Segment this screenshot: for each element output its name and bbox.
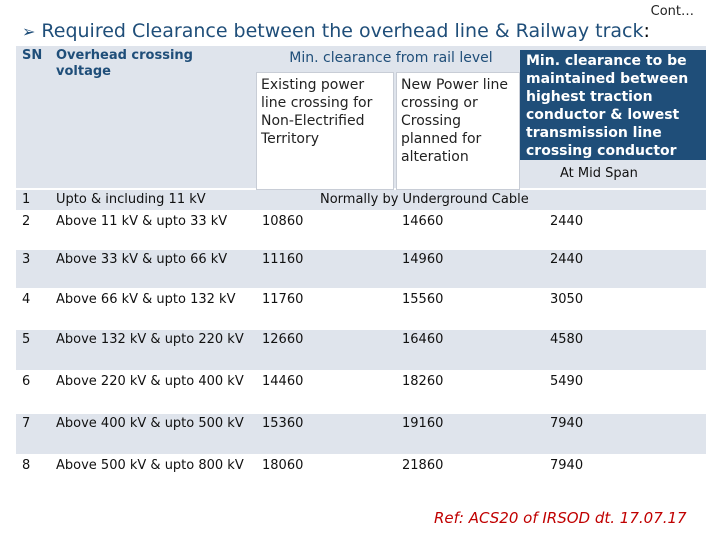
reference-note: Ref: ACS20 of IRSOD dt. 17.07.17: [434, 509, 687, 527]
row-new: 14660: [396, 212, 520, 250]
row-new: 14960: [396, 250, 520, 290]
row-existing: 15360: [256, 414, 396, 456]
table-row: [16, 290, 706, 330]
header-voltage: Overhead crossing voltage: [50, 46, 256, 190]
row-sn: 4: [16, 290, 50, 330]
row-maintained: 5490: [520, 372, 706, 414]
title-colon: :: [643, 20, 650, 42]
row-voltage: Above 33 kV & upto 66 kV: [50, 250, 256, 290]
continued-label: Cont…: [650, 4, 694, 19]
row-maintained: 2440: [520, 250, 706, 290]
row-existing: 18060: [256, 456, 396, 498]
header-clearance: [256, 46, 706, 190]
header-existing: Existing power line crossing for Non-Electrified Territory: [256, 72, 394, 190]
arrow-bullet-icon: ➢: [22, 22, 36, 41]
row-new: 21860: [396, 456, 520, 498]
row-voltage: Above 11 kV & upto 33 kV: [50, 212, 256, 250]
header-mid-span: At Mid Span: [560, 166, 638, 181]
row-maintained: 3050: [520, 290, 706, 330]
header-maintained: Min. clearance to be maintained between highest traction conductor & lowest transmission line crossing conductor: [520, 50, 706, 160]
table-row: [16, 372, 706, 414]
slide-title: [22, 20, 650, 42]
header-sn: SN: [16, 46, 50, 190]
row-new: 16460: [396, 330, 520, 372]
clearance-table: [16, 46, 706, 498]
row-sn: 3: [16, 250, 50, 290]
row-sn: 7: [16, 414, 50, 456]
row-new: 19160: [396, 414, 520, 456]
row-sn: 8: [16, 456, 50, 498]
row-existing: 12660: [256, 330, 396, 372]
row-voltage: Above 66 kV & upto 132 kV: [50, 290, 256, 330]
table-row: [16, 330, 706, 372]
row-maintained: 4580: [520, 330, 706, 372]
title-text: Required Clearance between the overhead line & Railway track: [41, 20, 644, 42]
row-underground-note: Normally by Underground Cable: [256, 190, 706, 212]
header-new: New Power line crossing or Crossing planned for alteration: [396, 72, 520, 190]
row-voltage: Upto & including 11 kV: [50, 190, 256, 212]
row-voltage: Above 220 kV & upto 400 kV: [50, 372, 256, 414]
header-min-clearance: Min. clearance from rail level: [289, 50, 493, 66]
row-new: 15560: [396, 290, 520, 330]
row-sn: 1: [16, 190, 50, 212]
row-voltage: Above 132 kV & upto 220 kV: [50, 330, 256, 372]
row-new: 18260: [396, 372, 520, 414]
table-row: [16, 190, 706, 212]
row-existing: 14460: [256, 372, 396, 414]
row-existing: 10860: [256, 212, 396, 250]
table-row: [16, 212, 706, 250]
row-sn: 6: [16, 372, 50, 414]
row-maintained: 7940: [520, 456, 706, 498]
row-maintained: 7940: [520, 414, 706, 456]
table-row: [16, 456, 706, 498]
row-voltage: Above 500 kV & upto 800 kV: [50, 456, 256, 498]
row-sn: 2: [16, 212, 50, 250]
row-existing: 11760: [256, 290, 396, 330]
row-existing: 11160: [256, 250, 396, 290]
row-sn: 5: [16, 330, 50, 372]
row-voltage: Above 400 kV & upto 500 kV: [50, 414, 256, 456]
row-maintained: 2440: [520, 212, 706, 250]
table-row: [16, 414, 706, 456]
table-header-row: [16, 46, 706, 190]
table-row: [16, 250, 706, 290]
